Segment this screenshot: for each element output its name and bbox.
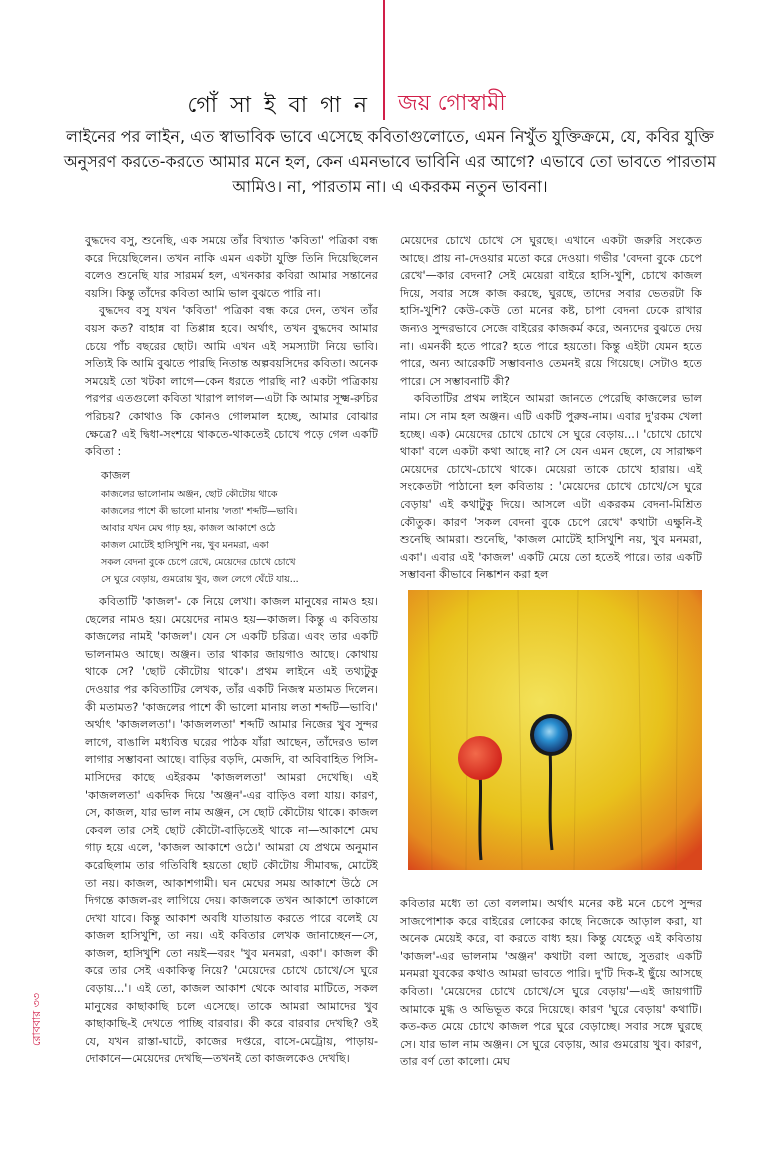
header-divider [383, 0, 385, 120]
paragraph: কবিতাটির প্রথম লাইনে আমরা জানতে পেরেছি কাজলের ভাল নাম। সে নাম হল অঞ্জন। এটি একটি পুরুষ-নাম। এবার দু'রকম খেলা হচ্ছে। এক) মেয়েদের চোখে চোখে সে ঘুরে বেড়ায়...। 'চোখে চোখে থাকা' বলে একটা কথা আছে না? সে যেন এমন ছেলে, যে সারাক্ষণ মেয়েদের চোখে-চোখে থাকে। মেয়েরা তাকে চোখে হারায়। এই সংকেতটা পাঠানো হল কবিতায় : 'মেয়েদের চোখে চোখে/সে ঘুরে বেড়ায়' এই কথাটুকু দিয়ে। আসলে এটা একরকম বেদনা-মিশ্রিত কৌতুক। কারণ 'সকল বেদনা বুকে চেপে রেখে' কথাটা এক্ষুনি-ই শুনেছি আমরা। শুনেছি, 'কাজল মোটেই হাসিখুশি নয়, খুব মনমরা, একা'। এবার এই 'কাজল' একটি মেয়ে তো হতেই পারে। তার একটি সম্ভাবনা কীভাবে নিষ্কাশন করা হল [400, 392, 702, 582]
painting-illustration [408, 590, 702, 870]
paragraph: কবিতার মধ্যে তা তো বললাম। অর্থাৎ মনের কষ্ট মনে চেপে সুন্দর সাজপোশাক করে বাইরের লোকের কাছে নিজেকে আড়াল করা, যা অনেক মেয়েই করে, বা করতে বাধ্য হয়। কিন্তু যেহেতু এই কবিতায় 'কাজল'-এর ভালনাম 'অঞ্জন' কথাটা বলা আছে, সুতরাং একটি মনমরা যুবকের কথাও আমরা ভাবতে পারি। দু'টি দিক-ই ছুঁয়ে আসছে কবিতা। 'মেয়েদের চোখে চোখে/সে ঘুরে বেড়ায়'—এই জায়গাটি আমাকে মুগ্ধ ও অভিভূত করে দিয়েছে। কারণ 'ঘুরে বেড়ায়' কথাটি। কত-কত মেয়ে চোখে কাজল পরে ঘুরে বেড়াচ্ছে। সবার সঙ্গে ঘুরছে সে। যার ভাল নাম অঞ্জন। সে ঘুরে বেড়ায়, আর গুমরোয় খুব। কারণ, তার বর্ণ তো কালো। মেঘ [400, 897, 702, 1069]
right-column-bottom [400, 895, 702, 1071]
poem-line: সকল বেদনা বুকে চেপে রেখে, মেয়েদের চোখে চোখে [101, 557, 296, 569]
left-column-bottom [85, 593, 378, 1068]
magazine-folio: রোববার ৩৩ [30, 993, 43, 1046]
blue-flower-stem [550, 750, 552, 850]
paragraph: কবিতাটি 'কাজল'- কে নিয়ে লেখা। কাজল মানুষের নামও হয়। ছেলের নামও হয়। মেয়েদের নামও হয়—কাজল। কিন্তু এ কবিতায় কাজলের নামই 'কাজল'। যেন সে একটি চরিত্র। এবং তার একটি ভালনামও আছে। অঞ্জন। তার থাকার জায়গাও আছে। কোথায় থাকে সে? 'ছোট কৌটোয় থাকে'। প্রথম লাইনে এই তথ্যটুকু দেওয়ার পর কবিতাটির লেখক, তাঁর একটি নিজস্ব মতামত দিলেন। কী মতামত? 'কাজলের পাশে কী ভালো মানায় লতা শব্দটি—ভাবি।' অর্থাৎ 'কাজললতা'। 'কাজললতা' শব্দটি আমার নিজের খুব সুন্দর লাগে, বাঙালি মধ্যবিত্ত ঘরের পাঠক যাঁরা আছেন, তাঁদেরও ভাল লাগার সম্ভাবনা আছে। বাড়ির বড়দি, মেজদি, বা অবিবাহিত পিসি-মাসিদের কাছে এইরকম 'কাজললতা' আমরা দেখেছি। এই 'কাজললতা' একদিক দিয়ে 'অঞ্জন'-এর বাড়িও বলা যায়। কারণ, সে, কাজল, যার ভাল নাম অঞ্জন, সে ছোট কৌটোয় থাকে। কাজল কেবল তার সেই ছোট কৌটো-বাড়িতেই থাকে না—আকাশে মেঘ গাঢ় হয়ে এলে, 'কাজল আকাশে ওঠে।' আমরা যে প্রথমে অনুমান করেছিলাম তার গতিবিধি হয়তো ছোট কৌটোয় সীমাবদ্ধ, মোটেই তা নয়। কাজল, আকাশগামী। ঘন মেঘের সময় আকাশে উঠে সে দিগন্তে কাজল-রং লাগিয়ে দেয়। কাজলকে তখন আকাশে তাকালে দেখা যাবে। কিন্তু আকাশ অবধি যাতায়াত করতে পারে বলেই যে কাজল হাসিখুশি, তা নয়। এই কবিতার লেখক জানাচ্ছেন—সে, কাজল, হাসিখুশি তো নয়ই—বরং 'খুব মনমরা, একা'। কাজল কী করে তার সেই একাকিত্ব নিয়ে? 'মেয়েদের চোখে চোখে/সে ঘুরে বেড়ায়...'। এই তো, কাজল আকাশ থেকে আবার মাটিতে, সকল মানুষের কাছাকাছি চলে এসেছে। তাকে আমরা আমাদের খুব কাছাকাছি-ই দেখতে পাচ্ছি বারবার। কী করে বারবার দেখছি? ওই যে, যখন রাস্তা-ঘাটে, কাজের দপ্তরে, বাসে-মেট্রোয়, পাড়ায়-দোকানে—মেয়েদের দেখছি—তখনই তো কাজলকেও দেখছি। [85, 595, 378, 1066]
blue-flower [534, 718, 568, 752]
poem-line: সে ঘুরে বেড়ায়, গুমরোয় খুব, জল লেগে ঘেঁটে যায়... [101, 574, 299, 586]
poem-line: কাজল মোটেই হাসিখুশি নয়, খুব মনমরা, একা [101, 540, 269, 552]
red-flower-stem [480, 770, 481, 860]
poem-line: কাজলের ভালোনাম অঞ্জন, ছোট কৌটোয় থাকে [101, 489, 278, 501]
paragraph: মেয়েদের চোখে চোখে সে ঘুরছে। এখানে একটা জরুরি সংকেত আছে। প্রায় না-দেওয়ার মতো করে দেওয়া। গভীর 'বেদনা বুকে চেপে রেখে'—কার বেদনা? সেই মেয়েরা বাইরে হাসি-খুশি, চোখে কাজল দিয়ে, সবার সঙ্গে কাজ করছে, ঘুরছে, তাদের সবার ভেতরটা কি হাসি-খুশি? কেউ-কেউ তো মনের কষ্ট, চাপা বেদনা ঢেকে রাখার জন্যও সুন্দরভাবে সেজে বাইরের কাজকর্ম করে, অন্যদের বুঝতে দেয় না। এমনকী হতে পারে? হতে পারে হয়তো। কিন্তু এইটা যেমন হতে পারে, অন্য আরেকটি সম্ভাবনাও তেমনই রয়ে গিয়েছে। সেটাও হতে পারে। সে সম্ভাবনাটি কী? [400, 234, 702, 388]
column-title: গোঁ সা ই বা গা ন [187, 93, 370, 118]
poem-line: আবার যখন মেঘ গাঢ় হয়, কাজল আকাশে ওঠে [101, 523, 276, 535]
painting [408, 590, 702, 870]
lead-paragraph: লাইনের পর লাইন, এত স্বাভাবিক ভাবে এসেছে কবিতাগুলোতে, এমন নিখুঁত যুক্তিক্রমে, যে, কবির যুক্তি অনুসরণ করতে-করতে আমার মনে হল, কেন এমনভাবে ভাবিনি এর আগে? এভাবে তো ভাবতে পারতাম আমিও। না, পারতাম না। এ একরকম নতুন ভাবনা। [63, 127, 717, 196]
paragraph: বুদ্ধদেব বসু যখন 'কবিতা' পত্রিকা বন্ধ করে দেন, তখন তাঁর বয়স কত? বাহান্ন বা তিপ্পান্ন হবে। অর্থাৎ, তখন বুদ্ধদেব আমার চেয়ে পাঁচ বছরের ছোট। আমি এখন এই সমস্যাটা নিয়ে ভাবি। সত্যিই কি আমি বুঝতে পারছি নিতান্ত অল্পবয়সিদের কবিতা। অনেক সময়েই তো খটকা লাগে—কেন ধরতে পারছি না? একটা পত্রিকায় পরপর এতগুলো কবিতা খারাপ লাগল—এটা কি আমার সূক্ষ্ম-রুচির পরিচয়? কোথাও কি কোনও গোলমাল হচ্ছে, আমার বোঝার ক্ষেত্রে? এই দ্বিধা-সংশয়ে থাকতে-থাকতেই চোখে পড়ে গেল একটি কবিতা : [85, 304, 378, 459]
right-column-top [400, 232, 702, 584]
red-flower [458, 736, 502, 780]
left-column-top [85, 232, 378, 588]
author-name: জয় গোস্বামী [398, 91, 506, 116]
poem-title: কাজল [101, 468, 130, 482]
poem-line: কাজলের পাশে কী ভালো মানায় 'লতা' শব্দটি—ভাবি। [101, 506, 298, 518]
paragraph: বুদ্ধদেব বসু, শুনেছি, এক সময়ে তাঁর বিখ্যাত 'কবিতা' পত্রিকা বন্ধ করে দিয়েছিলেন। তখন নাকি এমন একটা যুক্তি তিনি দিয়েছিলেন বলেও শুনেছি যার সারমর্ম হল, এখনকার কবিরা আমার সন্তানের বয়সি। কিন্তু তাঁদের কবিতা আমি ভাল বুঝতে পারি না। [85, 234, 378, 300]
poem [101, 486, 378, 588]
